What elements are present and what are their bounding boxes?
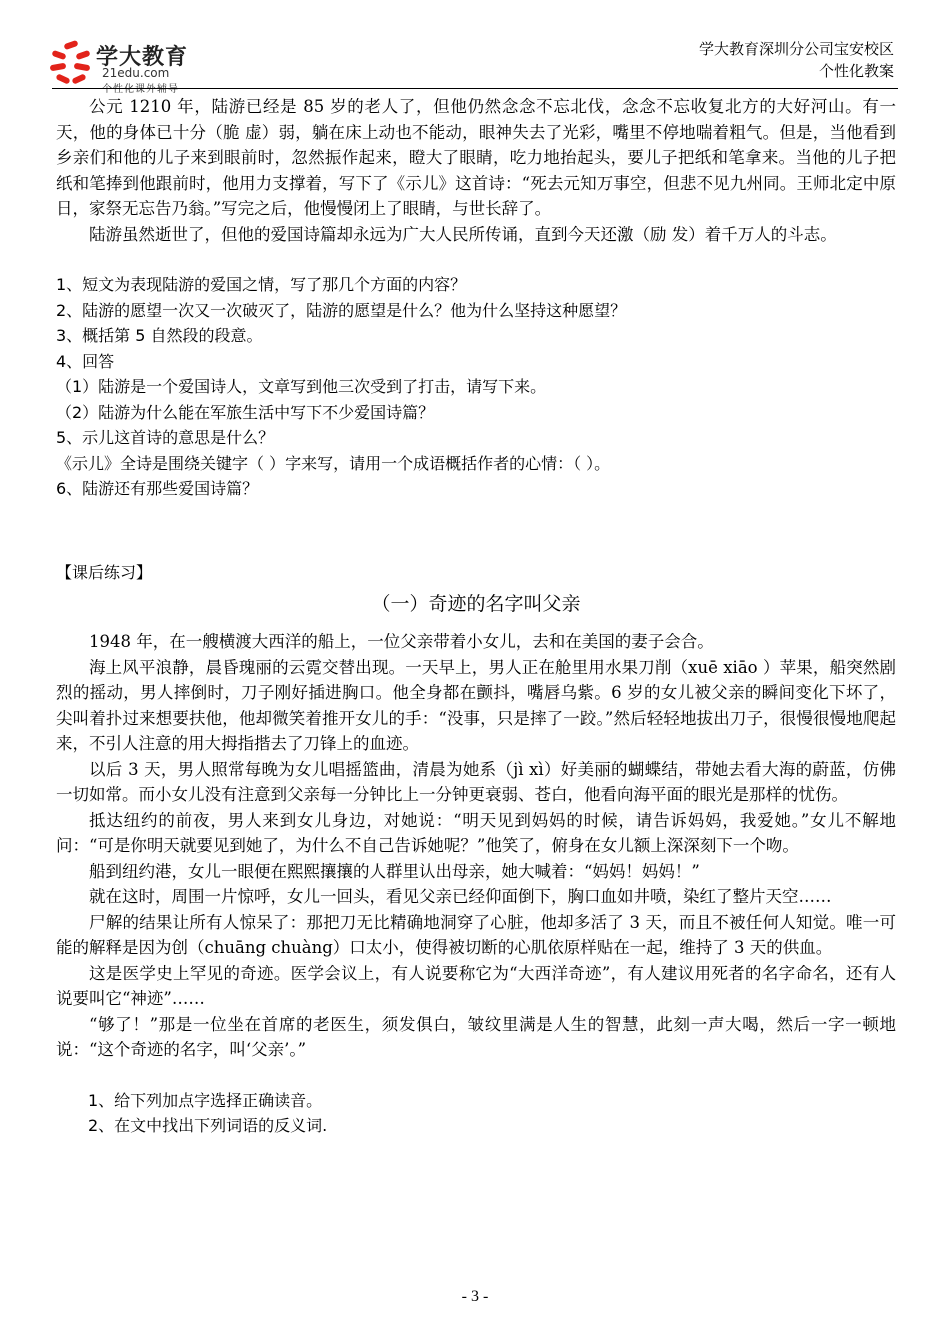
logo-mark-icon xyxy=(50,40,92,88)
article-title: （一）奇迹的名字叫父亲 xyxy=(371,593,581,615)
question-4-1: （1）陆游是一个爱国诗人，文章写到他三次受到了打击，请写下来。 xyxy=(56,377,547,396)
logo-url: 21edu.com xyxy=(102,66,170,80)
header-org-line1: 学大教育深圳分公司宝安校区 xyxy=(698,40,894,58)
question-6: 6、陆游还有那些爱国诗篇？ xyxy=(56,479,259,498)
spacer xyxy=(56,1063,896,1088)
page-content xyxy=(56,94,896,1139)
question-4-2: （2）陆游为什么能在军旅生活中写下不少爱国诗篇？ xyxy=(56,402,435,422)
spacer xyxy=(56,502,896,560)
article-body xyxy=(56,629,896,1063)
header-org-line2: 个性化教案 xyxy=(818,62,894,80)
article-paragraph: 尸解的结果让所有人惊呆了：那把刀无比精确地洞穿了心脏，他却多活了 3 天，而且不被任何人知觉。唯一可能的解释是因为创（chuāng chuàng）口太小，使得被切断的心肌依原样贴在一起，维持了 3 天的供血。 xyxy=(56,912,896,957)
article-paragraph: 1948 年，在一艘横渡大西洋的船上，一位父亲带着小女儿，去和在美国的妻子会合。 xyxy=(89,632,714,651)
article-paragraph: 以后 3 天，男人照常每晚为女儿唱摇篮曲，清晨为她系（jì xì）好美丽的蝴蝶结，带她去看大海的蔚蓝，仿佛一切如常。而小女儿没有注意到父亲每一分钟比上一分钟更衰弱、苍白，他看向海平面的眼光是那样的忧伤。 xyxy=(56,759,896,804)
article-paragraph: “够了！”那是一位坐在首席的老医生，须发俱白，皱纹里满是人生的智慧，此刻一声大喝，然后一字一顿地说：“这个奇迹的名字，叫‘父亲’。” xyxy=(56,1014,896,1059)
passage1-paragraph-1: 公元 1210 年，陆游已经是 85 岁的老人了，但他仍然念念不忘北伐，念念不忘收复北方的大好河山。有一天，他的身体已十分（脆 虚）弱，躺在床上动也不能动，眼神失去了光彩，嘴里不停地喘着粗气。但是，当他看到乡亲们和他的儿子来到眼前时，忽然振作起来，瞪大了眼睛，吃力地抬起头，要儿子把纸和笔拿来。当他的儿子把纸和笔捧到他跟前时，他用力支撑着，写下了《示儿》这首诗：“死去元知万事空，但悲不见九州同。王师北定中原日，家祭无忘告乃翁。”写完之后，他慢慢闭上了眼睛，与世长辞了。 xyxy=(56,97,896,218)
questions-1 xyxy=(56,272,896,502)
article-paragraph: 船到纽约港，女儿一眼便在熙熙攘攘的人群里认出母亲，她大喊着：“妈妈！妈妈！” xyxy=(89,861,700,881)
article-paragraph: 就在这时，周围一片惊呼，女儿一回头，看见父亲已经仰面倒下，胸口血如井喷，染红了整片天空…… xyxy=(89,887,832,906)
question-5-fill: 《示儿》全诗是围绕关键字（ ）字来写，请用一个成语概括作者的心情：（ ）。 xyxy=(56,453,611,473)
logo xyxy=(50,40,210,100)
exercise-question-2: 2、在文中找出下列词语的反义词. xyxy=(88,1116,328,1135)
question-2: 2、陆游的愿望一次又一次破灭了，陆游的愿望是什么？他为什么坚持这种愿望？ xyxy=(56,300,627,320)
article-paragraph: 海上风平浪静，晨昏瑰丽的云霓交替出现。一天早上，男人正在舱里用水果刀削（xuē xiāo ）苹果，船突然剧烈的摇动，男人摔倒时，刀子刚好插进胸口。他全身都在颤抖，嘴唇乌紫。6 岁的女儿被父亲的瞬间变化下坏了，尖叫着扑过来想要扶他，他却微笑着推开女儿的手：“没事，只是摔了一跤。”然后轻轻地拔出刀子，很慢很慢地爬起来，不引人注意的用大拇指揩去了刀锋上的血迹。 xyxy=(56,657,896,753)
spacer xyxy=(56,247,896,272)
section-label: 【课后练习】 xyxy=(56,562,153,582)
question-1: 1、短文为表现陆游的爱国之情，写了那几个方面的内容？ xyxy=(56,275,467,294)
page-number: - 3 - xyxy=(461,1288,489,1305)
exercise-question-1: 1、给下列加点字选择正确读音。 xyxy=(88,1090,323,1110)
passage1-paragraph-2: 陆游虽然逝世了，但他的爱国诗篇却永远为广大人民所传诵，直到今天还激（励 发）着千万人的斗志。 xyxy=(89,224,837,244)
question-4: 4、回答 xyxy=(56,351,115,371)
questions-2 xyxy=(56,1088,896,1139)
header-org xyxy=(699,38,894,82)
header-divider xyxy=(52,88,898,89)
logo-title: 学大教育 xyxy=(96,45,189,70)
question-5: 5、示儿这首诗的意思是什么？ xyxy=(56,428,275,447)
article-paragraph: 抵达纽约的前夜，男人来到女儿身边，对她说：“明天见到妈妈的时候，请告诉妈妈，我爱她。”女儿不解地问：“可是你明天就要见到她了，为什么不自己告诉她呢？”他笑了，俯身在女儿额上深深刻下一个吻。 xyxy=(56,810,896,855)
question-3: 3、概括第 5 自然段的段意。 xyxy=(56,326,263,345)
logo-slogan: 个性化课外辅导 xyxy=(102,84,179,95)
article-paragraph: 这是医学史上罕见的奇迹。医学会议上，有人说要称它为“大西洋奇迹”，有人建议用死者的名字命名，还有人说要叫它“神迹”…… xyxy=(56,963,896,1008)
